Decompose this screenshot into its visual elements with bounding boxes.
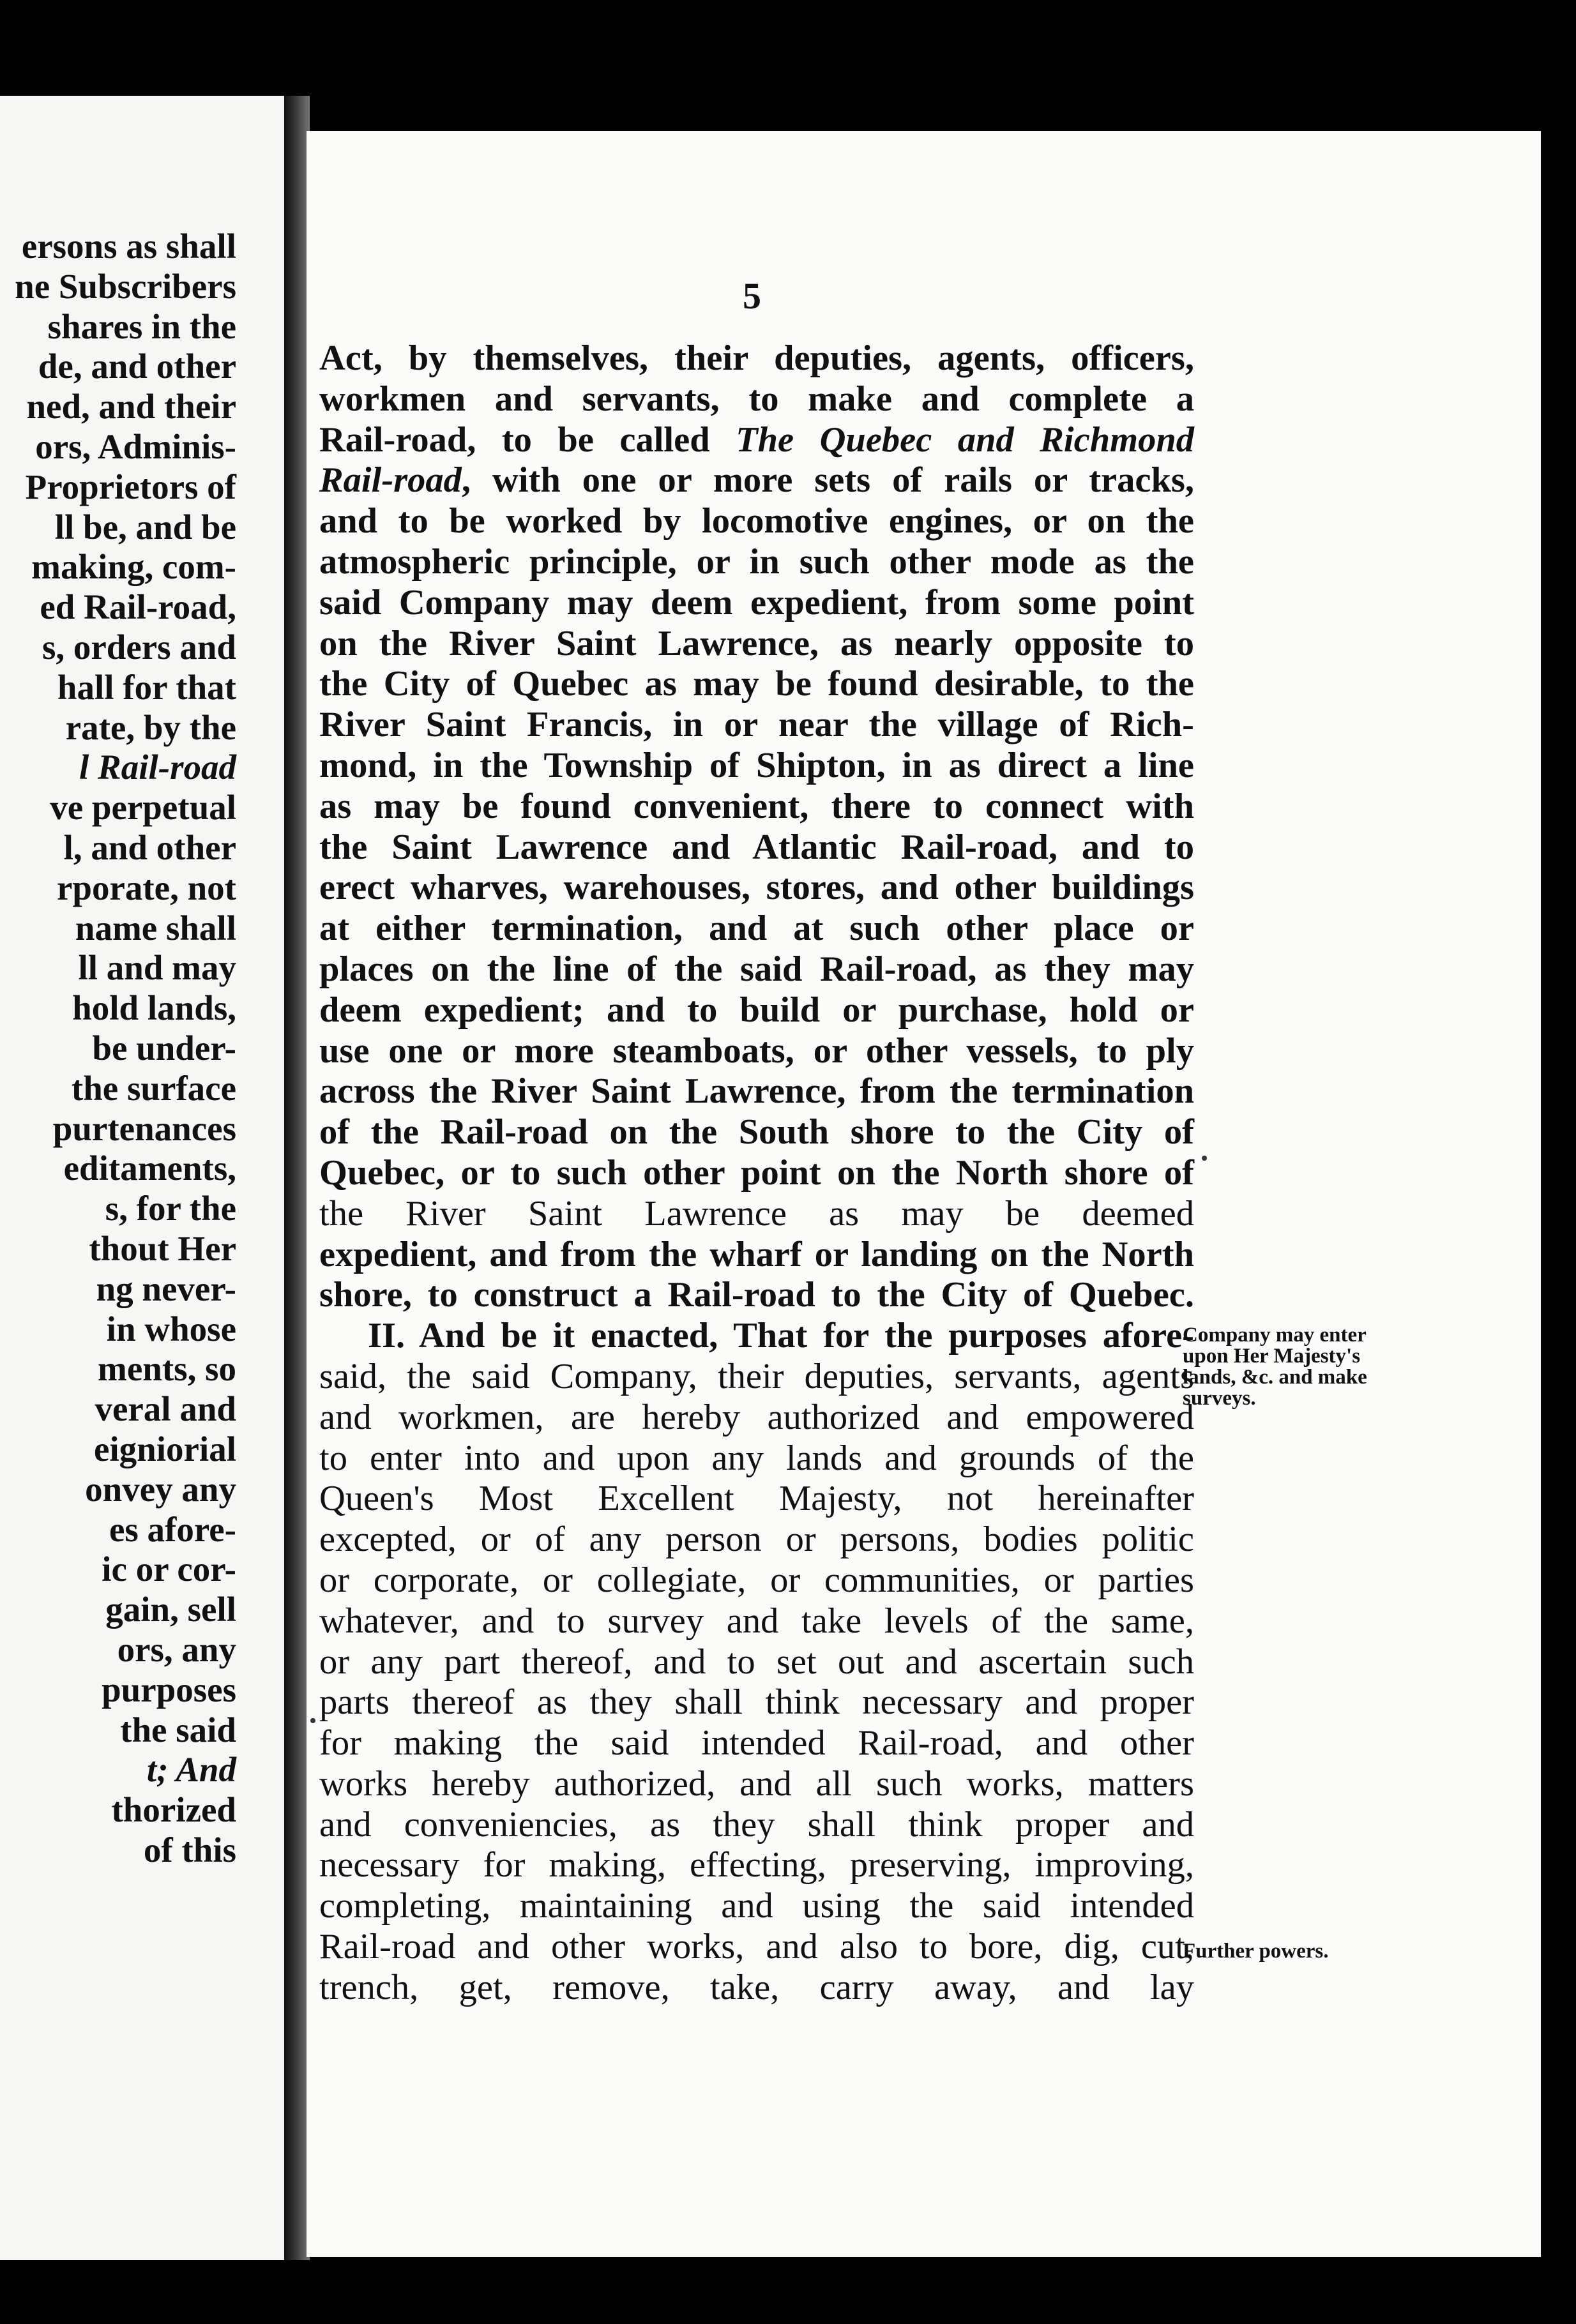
left-page-line: shares in the [47, 306, 236, 346]
left-page-line: hold lands, [72, 988, 236, 1028]
left-page-line: ersons as shall [21, 227, 236, 266]
margin-note-further-powers: Further powers. [1183, 1940, 1329, 1963]
margin-note-line: lands, &c. and make [1183, 1366, 1367, 1389]
margin-note-line: Company may enter [1183, 1324, 1367, 1347]
text-line: shore, to construct a Rail-road to the City of Quebec. [319, 1275, 1194, 1315]
left-page-line: be under- [92, 1029, 236, 1068]
text-line: the City of Quebec as may be found desirable, to the [319, 664, 1194, 704]
text-line: or corporate, or collegiate, or communities, or parties [319, 1560, 1194, 1600]
left-page-line: ll be, and be [54, 507, 236, 547]
text-line: or any part thereof, and to set out and ascertain such [319, 1641, 1194, 1682]
text-line: expedient, and from the wharf or landing on the North [319, 1234, 1194, 1274]
ink-speck [1202, 1156, 1207, 1161]
left-page-line: onvey any [85, 1469, 236, 1509]
text-line: excepted, or of any person or persons, bodies politic [319, 1520, 1194, 1560]
text-line: said, the said Company, their deputies, servants, agents [319, 1356, 1194, 1396]
left-page-line: s, orders and [42, 628, 236, 667]
text-line: River Saint Francis, in or near the village of Rich- [319, 705, 1194, 745]
text-line: and conveniencies, as they shall think proper and [319, 1804, 1194, 1845]
right-page [307, 131, 1541, 2257]
text-line: trench, get, remove, take, carry away, and lay [319, 1967, 1194, 2007]
text-line: Quebec, or to such other point on the North shore of [319, 1152, 1194, 1193]
text-line: at either termination, and at such other place or [319, 909, 1194, 949]
left-page-line: ors, Adminis- [35, 427, 236, 466]
left-page-line: ve perpetual [50, 788, 236, 827]
text-line: completing, maintaining and using the said intended [319, 1886, 1194, 1926]
left-page-line: eigniorial [93, 1430, 236, 1468]
left-page-line: purtenances [52, 1108, 236, 1148]
text-line: works hereby authorized, and all such works, matters [319, 1763, 1194, 1804]
left-page-line: ne Subscribers [15, 266, 236, 306]
book-gutter [284, 96, 310, 2260]
text-line: as may be found convenient, there to connect with [319, 786, 1194, 826]
body-text [319, 338, 1194, 2009]
text-line [319, 420, 1194, 461]
text-line-part: Rail-road, to be called [319, 419, 736, 460]
left-page-line: ng never- [96, 1269, 236, 1308]
italic-title: The Quebec and Richmond [736, 419, 1194, 460]
text-line: atmospheric principle, or in such other mode as the [319, 541, 1194, 582]
text-line: and to be worked by locomotive engines, or on the [319, 501, 1194, 541]
left-page-line: t; And [146, 1750, 236, 1790]
left-page-line: veral and [95, 1389, 236, 1429]
left-page-line: hall for that [57, 667, 236, 707]
left-facing-page [0, 96, 284, 2260]
text-line: parts thereof as they shall think necessary and proper [319, 1682, 1194, 1723]
text-line: use one or more steamboats, or other vessels, to ply [319, 1030, 1194, 1071]
text-line: Act, by themselves, their deputies, agents, officers, [319, 338, 1194, 378]
left-page-line: of this [143, 1830, 236, 1869]
left-page-line: l Rail-road [79, 748, 236, 787]
left-page-line: editaments, [63, 1149, 236, 1188]
text-line [319, 460, 1194, 501]
section-ii-start: II. And be it enacted, That for the purposes afore- [368, 1316, 1194, 1356]
left-page-line: es afore- [109, 1509, 236, 1549]
text-line: the River Saint Lawrence as may be deemed [319, 1193, 1194, 1234]
left-page-line: name shall [75, 908, 236, 947]
left-page-line: rate, by the [65, 707, 236, 747]
left-page-line: l, and other [63, 828, 236, 867]
ink-speck [310, 1718, 315, 1723]
text-line: on the River Saint Lawrence, as nearly opposite to [319, 623, 1194, 663]
text-line: said Company may deem expedient, from some point [319, 582, 1194, 622]
left-page-line: thout Her [89, 1229, 236, 1268]
text-line-part: , with one or more sets of rails or tracks, [461, 460, 1194, 501]
page-number: 5 [743, 275, 761, 317]
left-page-line: ments, so [98, 1349, 236, 1389]
text-line: mond, in the Township of Shipton, in as direct a line [319, 745, 1194, 785]
text-line: places on the line of the said Rail-road, as they may [319, 949, 1194, 989]
text-line: whatever, and to survey and take levels of the same, [319, 1601, 1194, 1641]
margin-note-company [1183, 1325, 1367, 1409]
left-page-line: making, com- [31, 547, 236, 587]
text-line: workmen and servants, to make and complete a [319, 379, 1194, 419]
margin-note-line: upon Her Majesty's [1183, 1345, 1361, 1368]
left-page-line: the surface [71, 1068, 236, 1108]
text-line: for making the said intended Rail-road, and other [319, 1723, 1194, 1763]
text-line: Queen's Most Excellent Majesty, not hereinafter [319, 1479, 1194, 1519]
text-line: deem expedient; and to build or purchase, hold or [319, 990, 1194, 1030]
left-page-line: ed Rail-road, [40, 587, 236, 627]
left-page-line: rporate, not [56, 868, 236, 907]
left-page-line: purposes [102, 1670, 236, 1709]
left-page-line: ned, and their [26, 387, 236, 426]
left-page-line: ic or cor- [102, 1550, 236, 1589]
left-page-line: ors, any [117, 1630, 236, 1669]
left-page-line: de, and other [38, 347, 236, 386]
text-line: to enter into and upon any lands and grounds of the [319, 1438, 1194, 1478]
left-page-line: Proprietors of [25, 467, 236, 506]
margin-note-line: surveys. [1183, 1387, 1256, 1410]
left-page-line: ll and may [78, 948, 236, 988]
text-line: across the River Saint Lawrence, from the termination [319, 1071, 1194, 1112]
italic-title: Rail-road [319, 460, 462, 501]
text-line: the Saint Lawrence and Atlantic Rail-road, and to [319, 827, 1194, 867]
left-page-line: the said [120, 1710, 236, 1749]
text-line: necessary for making, effecting, preserving, improving, [319, 1845, 1194, 1885]
text-line: of the Rail-road on the South shore to the City of [319, 1112, 1194, 1152]
left-page-line: in whose [106, 1309, 236, 1348]
text-line: erect wharves, warehouses, stores, and other buildings [319, 868, 1194, 908]
left-page-line: thorized [111, 1790, 236, 1830]
text-line: Rail-road and other works, and also to bore, dig, cut, [319, 1927, 1194, 1967]
text-line: and workmen, are hereby authorized and empowered [319, 1397, 1194, 1437]
left-page-line: s, for the [105, 1189, 236, 1228]
left-page-line: gain, sell [105, 1590, 236, 1629]
